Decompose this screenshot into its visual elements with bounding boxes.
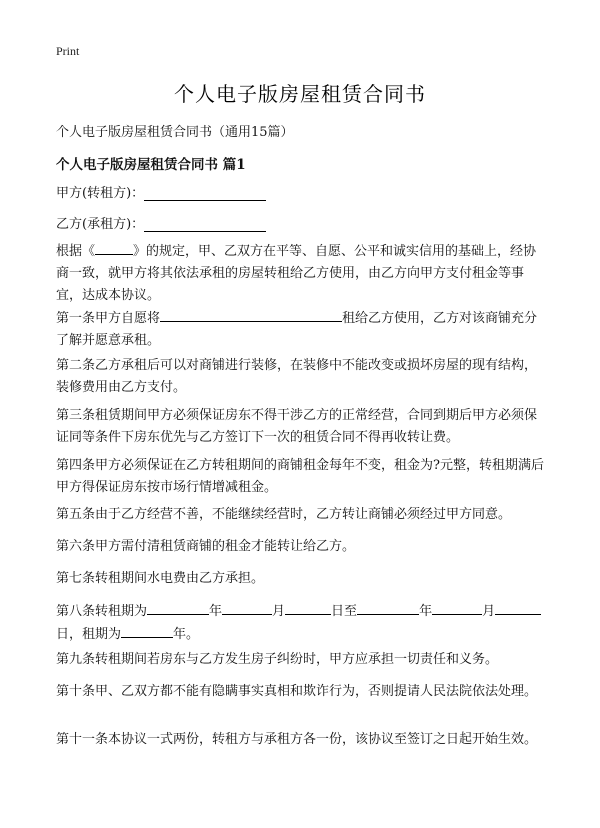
article-10: 第十条甲、乙双方都不能有隐瞒事实真相和欺诈行为，否则提请人民法院依法处理。 xyxy=(56,684,538,699)
article-9: 第九条转租期间若房东与乙方发生房子纠纷时，甲方应承担一切责任和义务。 xyxy=(56,652,499,667)
article-8-text-h: 年。 xyxy=(173,627,200,642)
article-8-text-a: 第八条转租期为 xyxy=(56,604,148,619)
start-year-blank xyxy=(147,600,209,615)
article-8-text-f: 月 xyxy=(482,604,496,619)
intro-paragraph xyxy=(56,240,548,307)
party-a-blank xyxy=(144,186,266,201)
end-year-blank xyxy=(357,600,419,615)
print-link[interactable]: Print xyxy=(56,44,80,58)
article-2: 第二条乙方承租后可以对商铺进行装修，在装修中不能改变或损坏房屋的现有结构，装修费用由乙方支付。 xyxy=(56,358,538,395)
article-8 xyxy=(56,600,548,646)
section-heading: 个人电子版房屋租赁合同书 篇1 xyxy=(56,157,246,173)
article-1-text-2: 租给乙方使用，乙方对该商铺充分了解并愿意承租。 xyxy=(56,311,538,348)
article-8-text-b: 年 xyxy=(209,604,223,619)
property-blank xyxy=(160,307,342,322)
term-years-blank xyxy=(121,623,173,638)
party-b-line xyxy=(56,213,266,232)
start-month-blank xyxy=(222,600,272,615)
end-day-blank xyxy=(495,600,541,615)
party-b-blank xyxy=(144,217,266,232)
article-6: 第六条甲方需付清租赁商铺的租金才能转让给乙方。 xyxy=(56,539,356,554)
article-7: 第七条转租期间水电费由乙方承担。 xyxy=(56,571,265,586)
party-a-line xyxy=(56,182,266,201)
party-a-label: 甲方(转租方)： xyxy=(56,186,145,201)
page-title: 个人电子版房屋租赁合同书 xyxy=(174,82,426,106)
intro-text-1: 根据《 xyxy=(56,244,96,259)
article-4: 第四条甲方必须保证在乙方转租期间的商铺租金每年不变，租金为?元整，转租期满后甲方得保证房东按市场行情增减租金。 xyxy=(56,458,544,495)
document-subtitle: 个人电子版房屋租赁合同书（通用15篇） xyxy=(56,125,294,140)
end-month-blank xyxy=(432,600,482,615)
article-1 xyxy=(56,307,548,352)
article-8-text-g: 日，租期为 xyxy=(56,627,122,642)
law-name-blank xyxy=(95,240,133,255)
article-8-text-c: 月 xyxy=(272,604,286,619)
article-1-text-1: 第一条甲方自愿将 xyxy=(56,311,161,326)
article-5: 第五条由于乙方经营不善，不能继续经营时，乙方转让商铺必须经过甲方同意。 xyxy=(56,507,512,522)
intro-text-2: 》的规定，甲、乙双方在平等、自愿、公平和诚实信用的基础上，经协商一致，就甲方将其依法承租的房屋转租给乙方使用，由乙方向甲方支付租金等事宜，达成本协议。 xyxy=(56,244,537,303)
start-day-blank xyxy=(285,600,331,615)
party-b-label: 乙方(承租方)： xyxy=(56,217,145,232)
article-8-text-e: 年 xyxy=(419,604,433,619)
article-11: 第十一条本协议一式两份，转租方与承租方各一份，该协议至签订之日起开始生效。 xyxy=(56,732,538,747)
article-8-text-d: 日至 xyxy=(331,604,358,619)
article-3: 第三条租赁期间甲方必须保证房东不得干涉乙方的正常经营，合同到期后甲方必须保证同等条件下房东优先与乙方签订下一次的租赁合同不得再收转让费。 xyxy=(56,408,538,445)
